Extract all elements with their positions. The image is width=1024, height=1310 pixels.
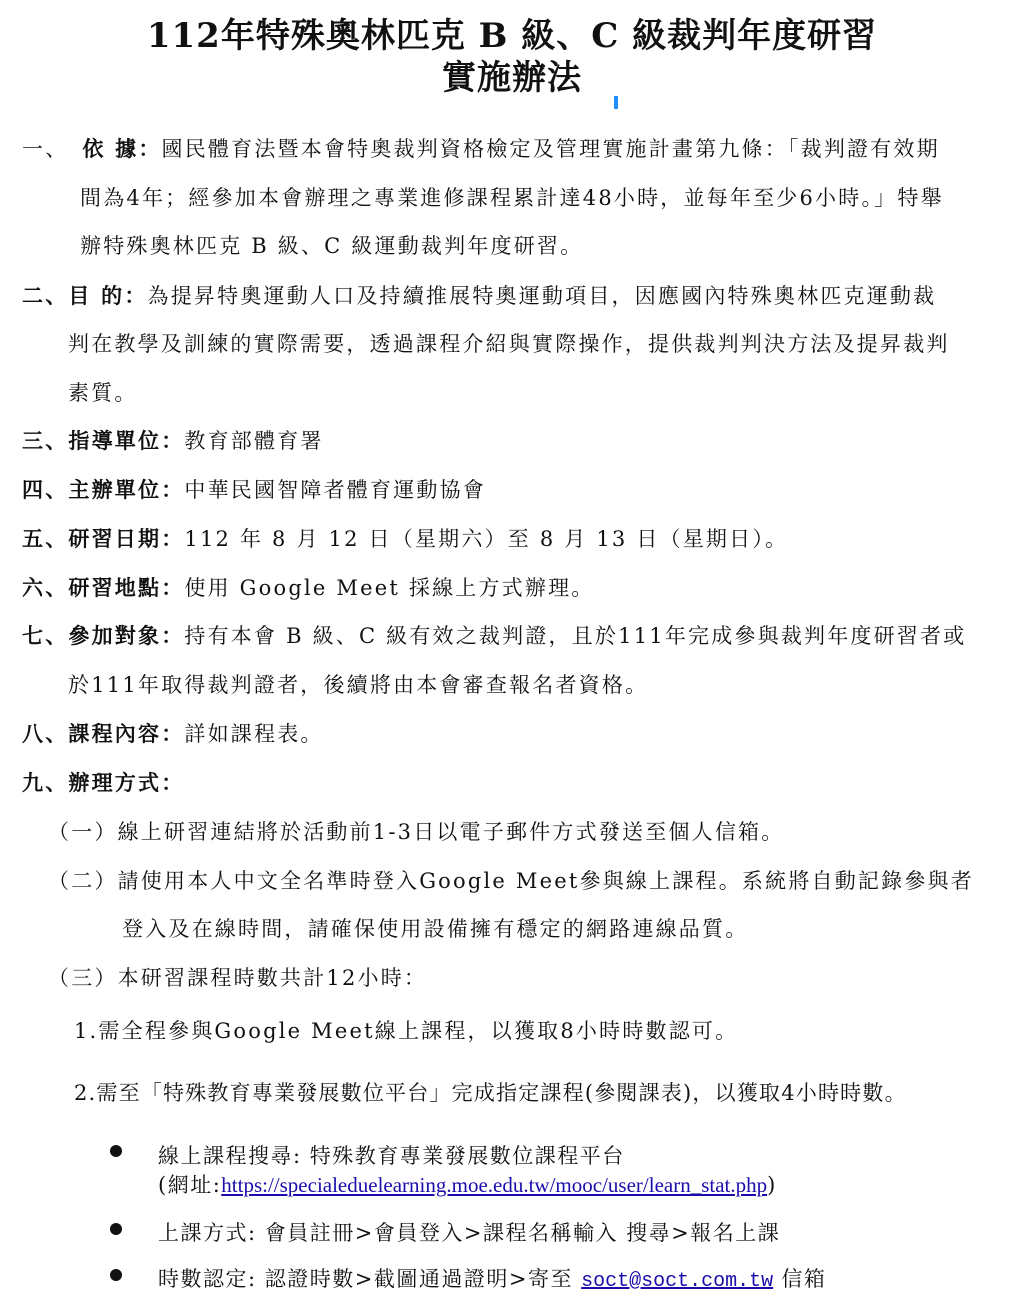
section-label: 指導單位： <box>68 428 185 453</box>
text-cursor-mark <box>614 96 618 109</box>
section-label: 依 據： <box>82 136 162 161</box>
bullet-dot <box>110 1269 122 1281</box>
method-item-2: （二）請使用本人中文全名準時登入Google Meet參與線上課程。系統將自動記錄參與者 <box>48 869 974 893</box>
section-label: 課程內容： <box>68 721 185 746</box>
section-text-line: 素質。 <box>68 381 138 405</box>
section-label: 目 的： <box>68 283 148 308</box>
document-title: 112年特殊奧林匹克 B 級、C 級裁判年度研習 <box>146 16 878 56</box>
hours-item-1: 1.需全程參與Google Meet線上課程，以獲取8小時時數認可。 <box>74 1019 739 1043</box>
hours-verification-text: 時數認定: 認證時數>截圖通過證明>寄至 <box>158 1267 582 1291</box>
section-text-line: 於111年取得裁判證者，後續將由本會審查報名者資格。 <box>68 673 649 697</box>
bullet-url-line <box>158 1169 777 1199</box>
section-label: 參加對象： <box>68 623 185 648</box>
section-text: 教育部體育署 <box>184 429 324 453</box>
section-supervisor <box>22 425 324 455</box>
section-number: 三、 <box>22 428 69 453</box>
section-method <box>22 767 184 797</box>
section-text-line: 辦特殊奧林匹克 B 級、C 級運動裁判年度研習。 <box>80 234 584 258</box>
bullet-hours-verification <box>158 1263 826 1293</box>
section-label: 辦理方式： <box>68 770 185 795</box>
section-label: 研習日期： <box>68 526 185 551</box>
section-text: 112 年 8 月 12 日（星期六）至 8 月 13 日（星期日）。 <box>184 527 789 551</box>
section-label: 研習地點： <box>68 575 185 600</box>
method-item-2-cont: 登入及在線時間，請確保使用設備擁有穩定的網路連線品質。 <box>122 917 749 941</box>
section-number: 九、 <box>22 770 69 795</box>
section-number: 一、 <box>22 137 69 161</box>
bullet-course-method: 上課方式: 會員註冊>會員登入>課程名稱輸入 搜尋>報名上課 <box>158 1221 781 1245</box>
hours-item-2: 2.需至「特殊教育專業發展數位平台」完成指定課程(參閱課表)，以獲取4小時時數。 <box>74 1081 907 1105</box>
section-number: 五、 <box>22 526 69 551</box>
url-prefix: (網址: <box>158 1173 222 1197</box>
section-text: 詳如課程表。 <box>184 722 324 746</box>
url-suffix: ) <box>767 1173 777 1197</box>
section-text: 國民體育法暨本會特奧裁判資格檢定及管理實施計畫第九條：「裁判證有效期 <box>161 137 940 161</box>
section-location <box>22 572 594 602</box>
section-number: 七、 <box>22 623 69 648</box>
section-text: 中華民國智障者體育運動協會 <box>184 478 487 502</box>
section-basis <box>22 133 940 163</box>
hours-verification-suffix: 信箱 <box>773 1267 827 1291</box>
method-item-3: （三）本研習課程時數共計12小時： <box>48 966 428 990</box>
section-number: 六、 <box>22 575 69 600</box>
section-text: 為提昇特奧運動人口及持續推展特奧運動項目，因應國內特殊奧林匹克運動裁 <box>147 284 937 308</box>
section-text: 使用 Google Meet 採線上方式辦理。 <box>184 576 595 600</box>
bullet-dot <box>110 1223 122 1235</box>
course-platform-link[interactable]: https://specialeduelearning.moe.edu.tw/mooc/user/learn_stat.php <box>221 1173 768 1197</box>
bullet-course-search: 線上課程搜尋: 特殊教育專業發展數位課程平台 <box>158 1144 625 1168</box>
contact-email-link[interactable]: soct@soct.com.tw <box>581 1270 774 1293</box>
document-subtitle: 實施辦法 <box>442 58 582 98</box>
section-text-line: 間為4年；經參加本會辦理之專業進修課程累計達48小時，並每年至少6小時。」特舉 <box>80 186 944 210</box>
method-item-1: （一）線上研習連結將於活動前1-3日以電子郵件方式發送至個人信箱。 <box>48 820 785 844</box>
section-text-line: 判在教學及訓練的實際需要，透過課程介紹與實際操作，提供裁判判決方法及提昇裁判 <box>68 332 950 356</box>
section-number: 四、 <box>22 477 69 502</box>
section-purpose <box>22 280 936 310</box>
section-text: 持有本會 B 級、C 級有效之裁判證，且於111年完成參與裁判年度研習者或 <box>184 624 967 648</box>
bullet-dot <box>110 1145 122 1157</box>
section-number: 八、 <box>22 721 69 746</box>
section-content <box>22 718 324 748</box>
section-date <box>22 523 788 553</box>
section-participants <box>22 620 966 650</box>
section-label: 主辦單位： <box>68 477 185 502</box>
section-organizer <box>22 474 486 504</box>
section-number: 二、 <box>22 283 69 308</box>
